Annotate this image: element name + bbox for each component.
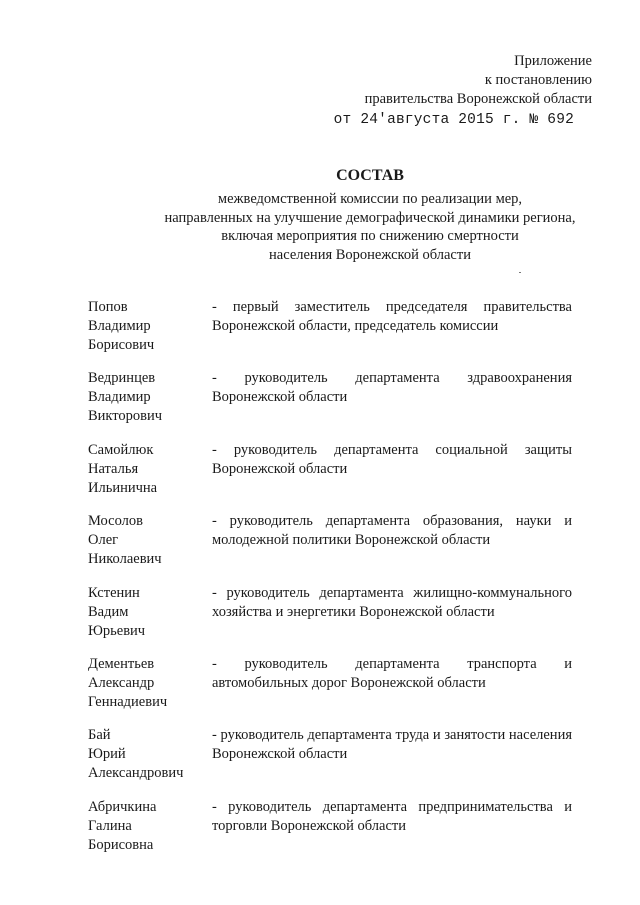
- member-name: [88, 726, 212, 797]
- member-first-name: Наталья: [88, 460, 139, 477]
- member-role: - руководитель департамента жилищно-коммунального хозяйства и энергетики Воронежской области: [212, 584, 572, 620]
- member-role: - руководитель департамента социальной защиты Воронежской области: [212, 441, 572, 477]
- member-row: [88, 655, 572, 726]
- annex-line-1: Приложение: [514, 53, 592, 69]
- member-role: - руководитель департамента транспорта и автомобильных дорог Воронежской области: [212, 655, 572, 691]
- member-surname: Бай: [88, 727, 111, 744]
- member-patronymic: Ильинична: [88, 479, 158, 496]
- subtitle-line: включая мероприятия по снижению смертности: [221, 228, 519, 244]
- member-row: [88, 584, 572, 655]
- member-surname: Самойлюк: [88, 441, 154, 458]
- member-surname: Ведринцев: [88, 370, 156, 387]
- member-surname: Кстенин: [88, 584, 140, 601]
- member-name: [88, 298, 212, 369]
- member-list: [88, 298, 572, 869]
- member-row: [88, 441, 572, 512]
- member-name: [88, 798, 212, 869]
- member-name: [88, 655, 212, 726]
- member-role: - первый заместитель председателя правительства Воронежской области, председатель комиссии: [212, 299, 572, 334]
- member-patronymic: Борисовна: [88, 836, 154, 853]
- subtitle-line: населения Воронежской области: [269, 246, 471, 263]
- member-patronymic: Александрович: [88, 765, 184, 782]
- subtitle-line: межведомственной комиссии по реализации мер,: [217, 191, 523, 207]
- member-row: [88, 798, 572, 869]
- member-row: [88, 512, 572, 583]
- member-name: [88, 369, 212, 440]
- annex-line-2: к постановлению: [484, 72, 592, 88]
- member-surname: Мосолов: [88, 513, 143, 530]
- member-surname: Абричкина: [88, 798, 157, 815]
- member-first-name: Владимир: [88, 389, 151, 406]
- member-row: [88, 298, 572, 369]
- scan-speck: [519, 272, 521, 273]
- member-patronymic: Николаевич: [88, 551, 162, 568]
- annex-date: от 24'августа 2015 г. № 692: [333, 112, 574, 128]
- annex-header: [365, 52, 592, 109]
- member-patronymic: Викторович: [88, 408, 163, 425]
- member-surname: Попов: [88, 299, 128, 315]
- member-patronymic: Борисович: [88, 337, 155, 353]
- annex-line-3: правительства Воронежской области: [364, 91, 592, 107]
- member-surname: Дементьев: [88, 655, 155, 672]
- title-block: [120, 166, 620, 264]
- member-first-name: Галина: [88, 817, 132, 834]
- member-first-name: Александр: [88, 674, 155, 691]
- subtitle-line: направленных на улучшение демографической динамики региона,: [164, 209, 576, 226]
- member-patronymic: Юрьевич: [88, 622, 146, 639]
- member-role: - руководитель департамента труда и занятости населения Воронежской области: [212, 727, 572, 763]
- member-role: - руководитель департамента образования, науки и молодежной политики Воронежской области: [212, 513, 572, 549]
- member-name: [88, 584, 212, 655]
- document-title: СОСТАВ: [336, 167, 404, 184]
- member-first-name: Владимир: [88, 318, 151, 334]
- member-first-name: Юрий: [88, 746, 126, 763]
- member-role: - руководитель департамента здравоохранения Воронежской области: [212, 370, 572, 406]
- member-row: [88, 369, 572, 440]
- member-first-name: Вадим: [88, 603, 129, 620]
- member-patronymic: Геннадиевич: [88, 693, 168, 710]
- member-name: [88, 512, 212, 583]
- member-role: - руководитель департамента предпринимательства и торговли Воронежской области: [212, 798, 572, 834]
- member-name: [88, 441, 212, 512]
- member-first-name: Олег: [88, 532, 119, 549]
- member-row: [88, 726, 572, 797]
